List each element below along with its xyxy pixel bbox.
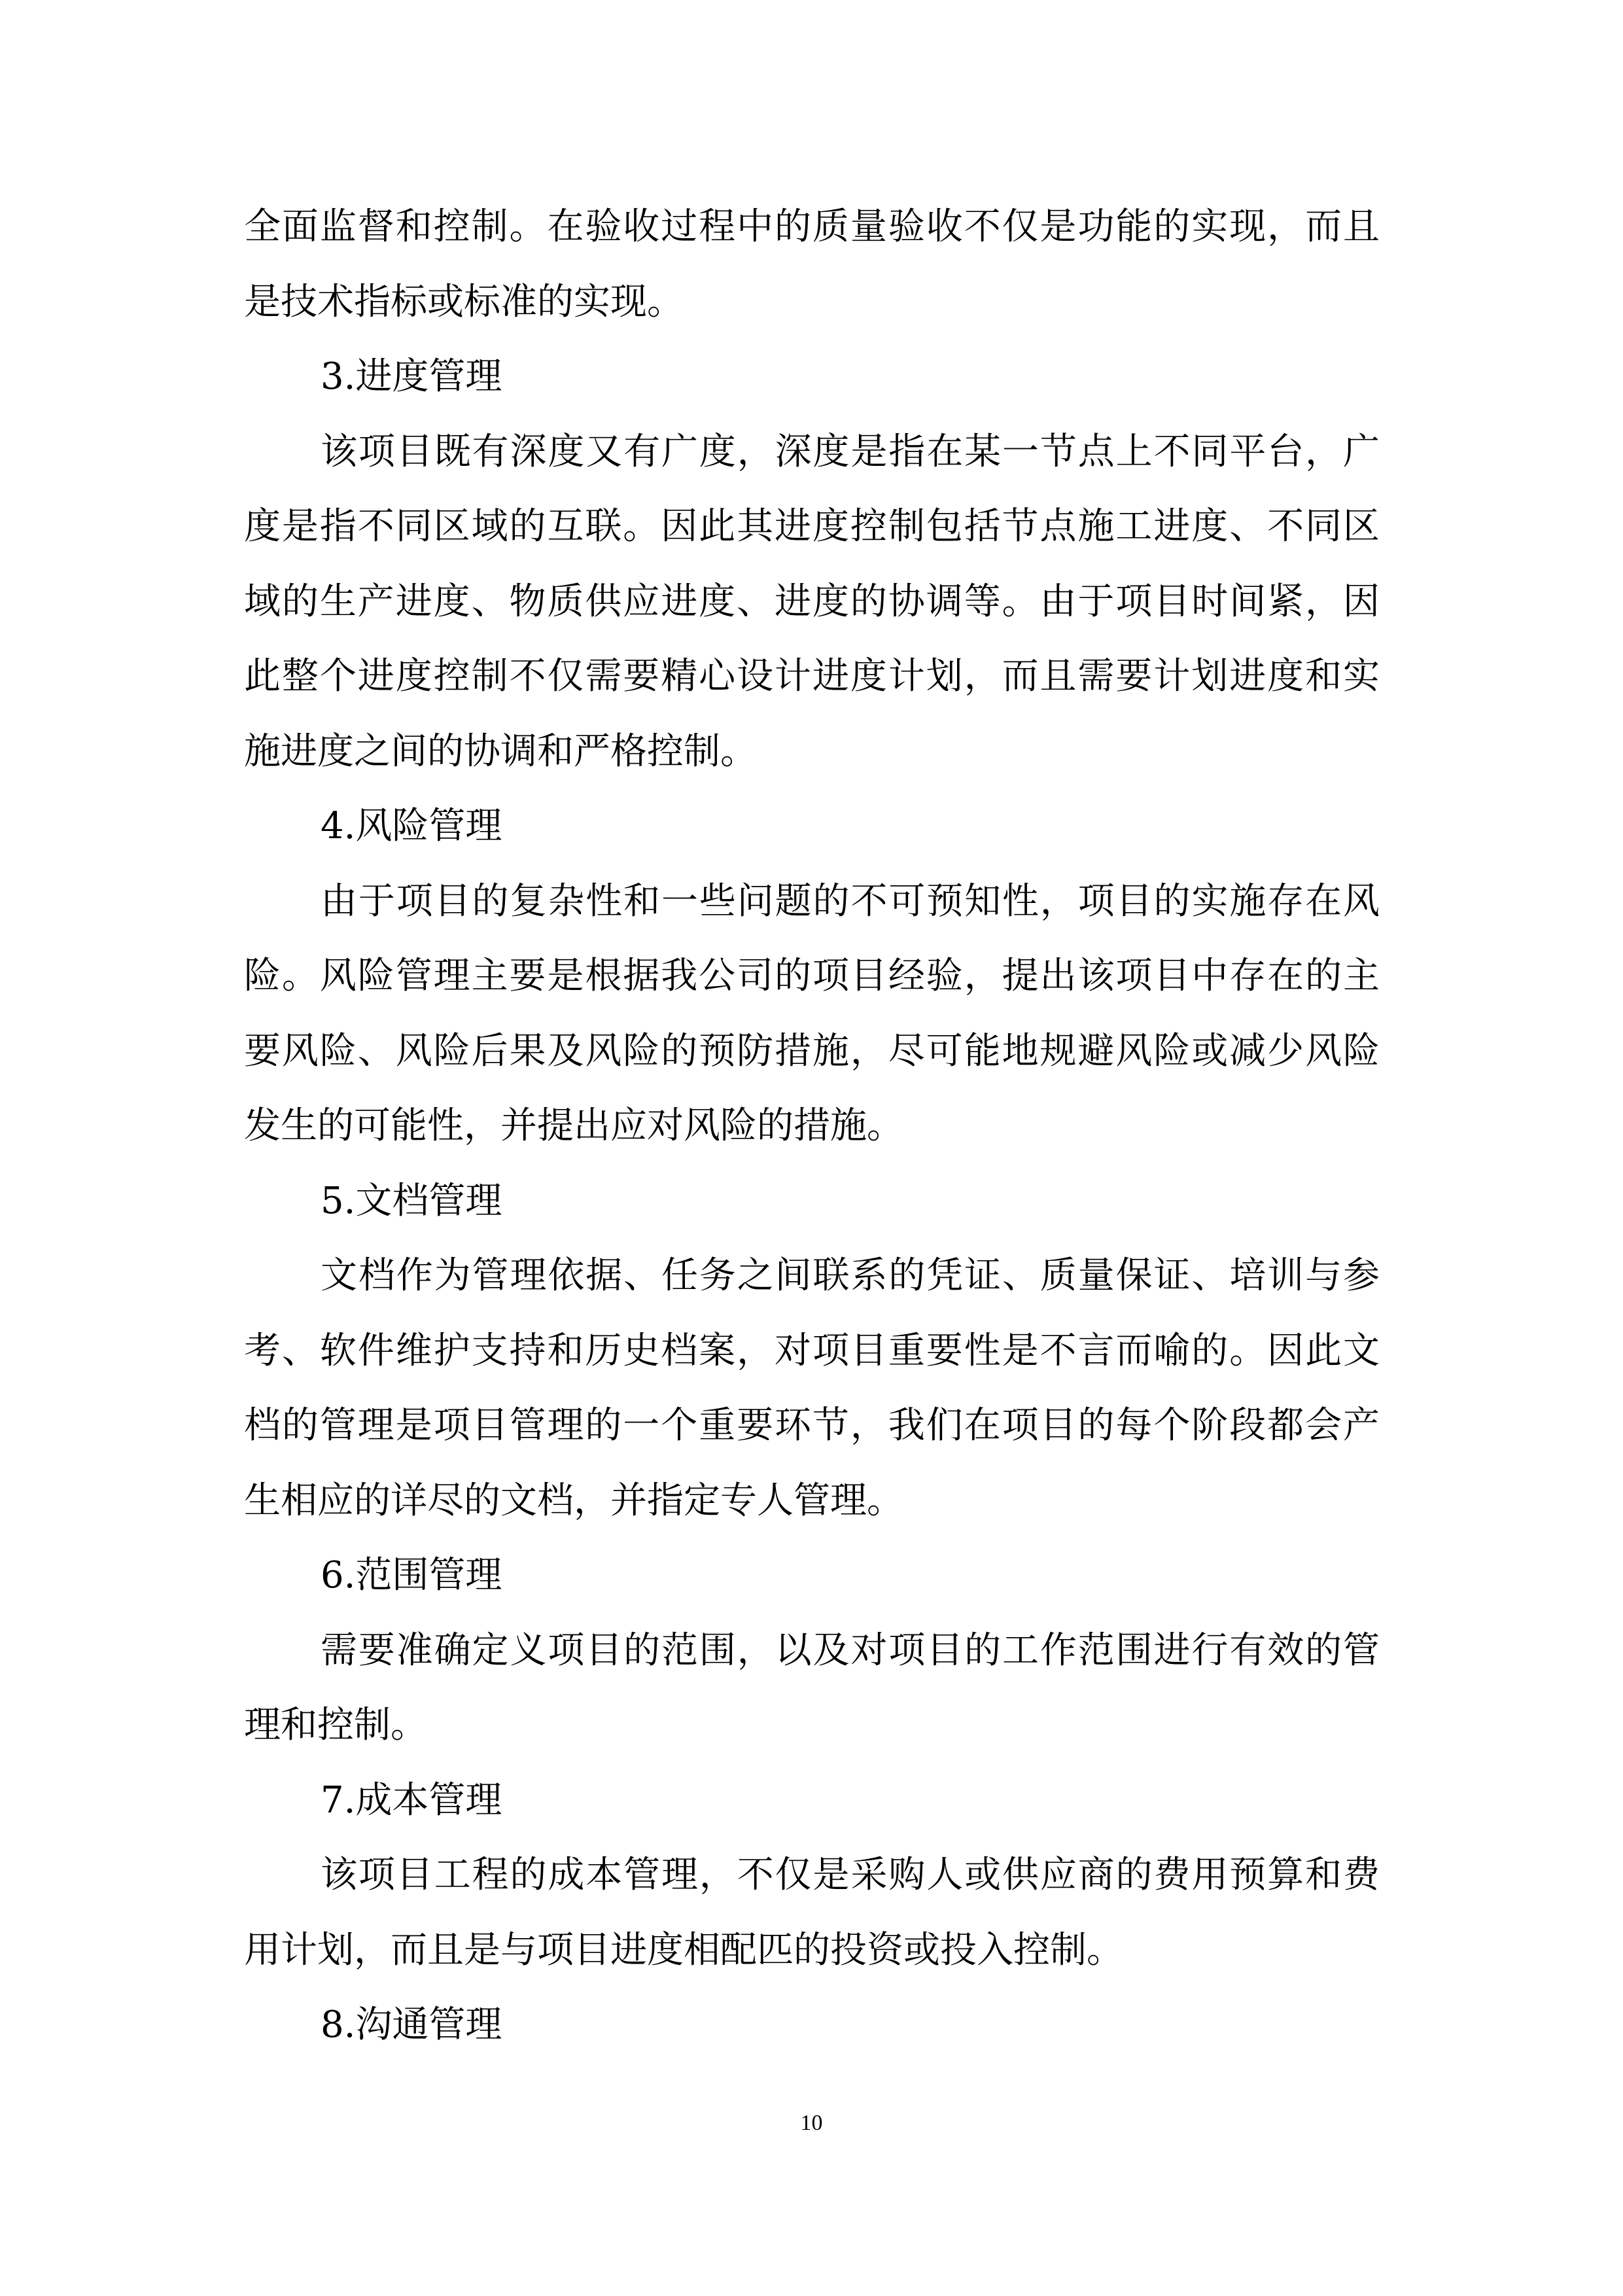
section-heading-documents: 5.文档管理 xyxy=(321,1179,502,1222)
paragraph-line: 生相应的详尽的文档，并指定专人管理。 xyxy=(244,1479,903,1522)
paragraph-line: 是技术指标或标准的实现。 xyxy=(244,280,684,323)
paragraph-line: 该项目工程的成本管理，不仅是采购人或供应商的费用预算和费 xyxy=(321,1854,1380,1896)
section-heading-cost: 7.成本管理 xyxy=(321,1778,502,1822)
paragraph-line: 需要准确定义项目的范围，以及对项目的工作范围进行有效的管 xyxy=(321,1629,1380,1672)
paragraph-line: 此整个进度控制不仅需要精心设计进度计划，而且需要计划进度和实 xyxy=(244,655,1380,698)
paragraph-line: 考、软件维护支持和历史档案，对项目重要性是不言而喻的。因此文 xyxy=(244,1329,1380,1372)
section-heading-risk: 4.风险管理 xyxy=(321,805,502,847)
paragraph-line: 要风险、风险后果及风险的预防措施，尽可能地规避风险或减少风险 xyxy=(244,1029,1380,1072)
paragraph-line: 险。风险管理主要是根据我公司的项目经验，提出该项目中存在的主 xyxy=(244,955,1380,997)
paragraph-line: 该项目既有深度又有广度，深度是指在某一节点上不同平台，广 xyxy=(321,430,1380,473)
page-number: 10 xyxy=(800,2111,823,2135)
paragraph-line: 全面监督和控制。在验收过程中的质量验收不仅是功能的实现，而且 xyxy=(244,205,1380,248)
paragraph-line: 由于项目的复杂性和一些问题的不可预知性，项目的实施存在风 xyxy=(321,879,1380,923)
section-heading-scope: 6.范围管理 xyxy=(321,1554,502,1597)
paragraph-line: 发生的可能性，并提出应对风险的措施。 xyxy=(244,1104,903,1147)
paragraph-line: 档的管理是项目管理的一个重要环节，我们在项目的每个阶段都会产 xyxy=(244,1404,1380,1447)
paragraph-line: 用计划，而且是与项目进度相配匹的投资或投入控制。 xyxy=(244,1928,1123,1971)
body-text xyxy=(244,190,1380,2063)
paragraph-line: 理和控制。 xyxy=(244,1704,427,1746)
section-heading-progress: 3.进度管理 xyxy=(321,355,502,398)
paragraph-line: 施进度之间的协调和严格控制。 xyxy=(244,730,757,773)
paragraph-line: 文档作为管理依据、任务之间联系的凭证、质量保证、培训与参 xyxy=(321,1254,1380,1297)
paragraph-line: 域的生产进度、物质供应进度、进度的协调等。由于项目时间紧，因 xyxy=(244,580,1380,623)
paragraph-line: 度是指不同区域的互联。因此其进度控制包括节点施工进度、不同区 xyxy=(244,505,1380,548)
section-heading-communication: 8.沟通管理 xyxy=(321,2004,502,2046)
